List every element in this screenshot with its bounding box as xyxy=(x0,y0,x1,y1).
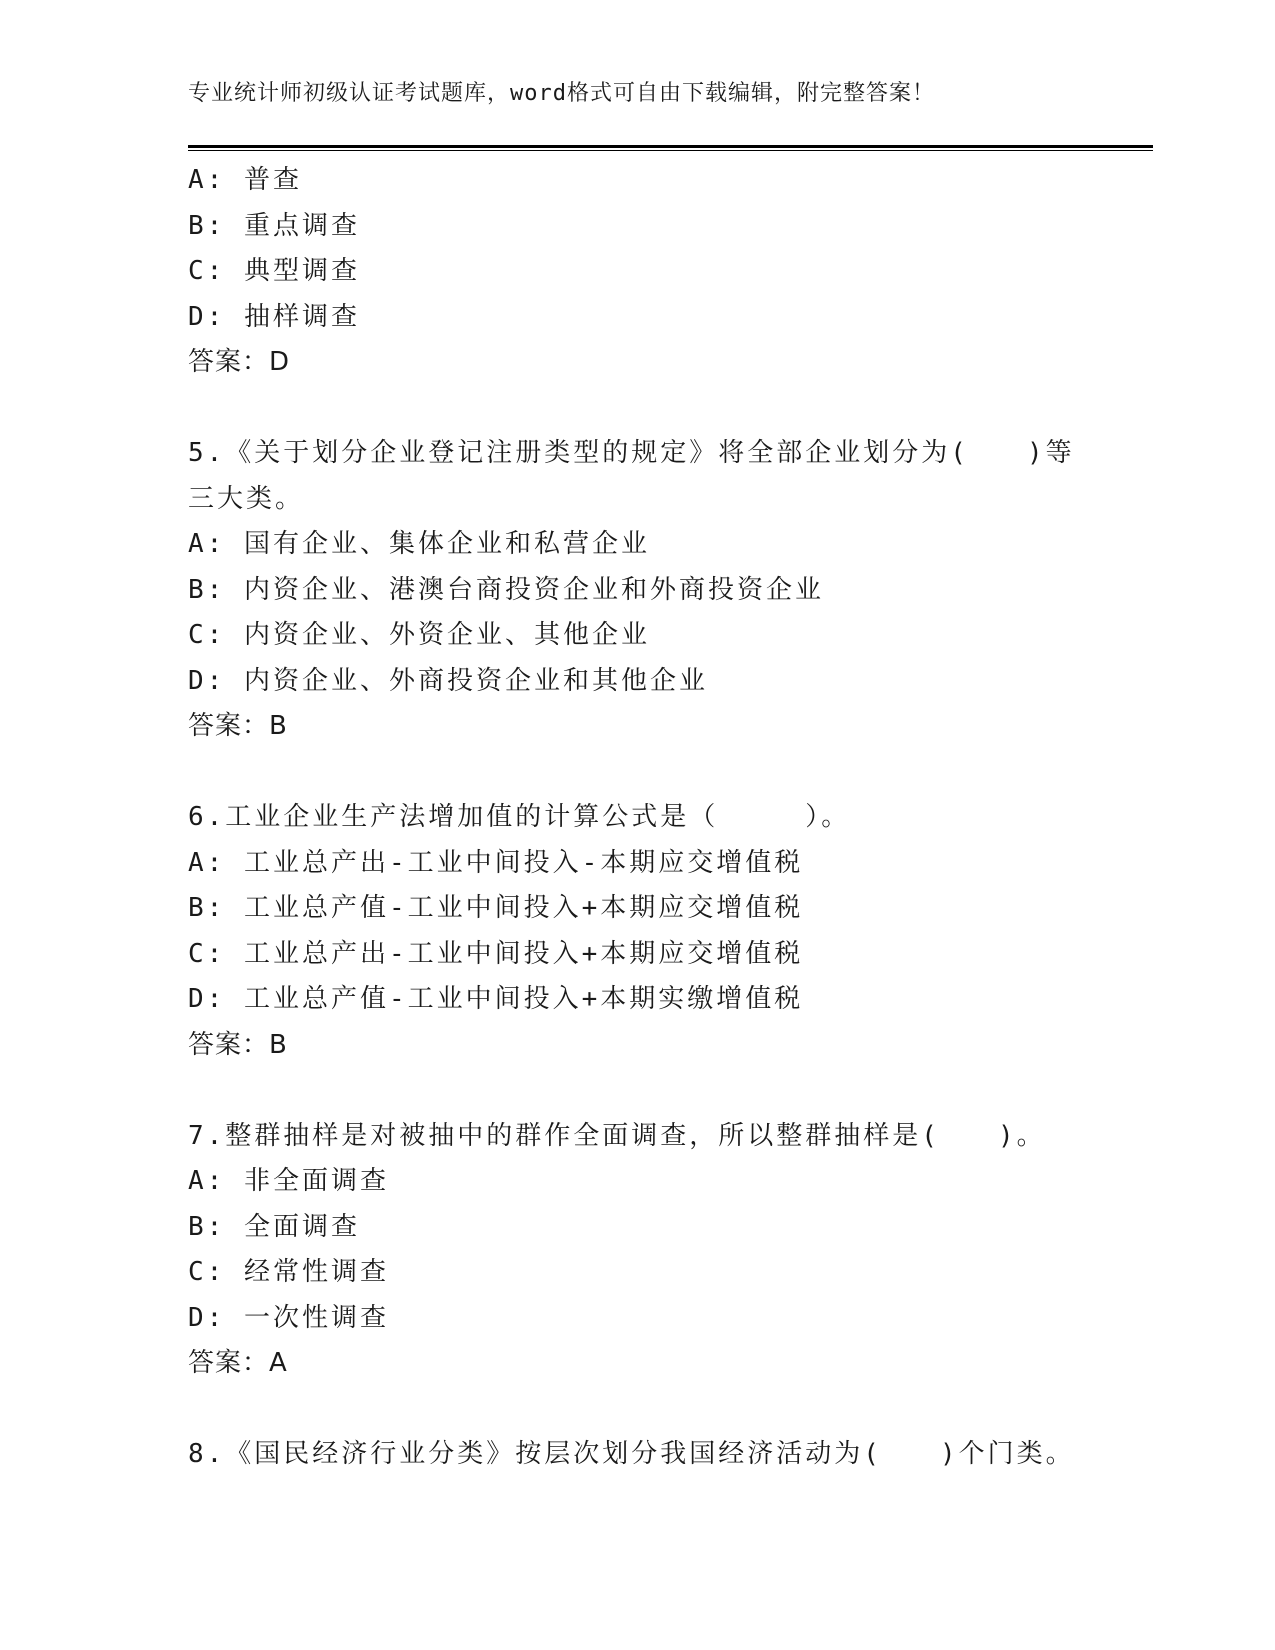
header-divider-thin xyxy=(188,150,1153,151)
answer-line: 答案：A xyxy=(188,1348,288,1378)
option-b: B: 工业总产值-工业中间投入+本期应交增值税 xyxy=(188,893,804,923)
option-d: D: 内资企业、外商投资企业和其他企业 xyxy=(188,665,708,696)
option-d: D: 一次性调查 xyxy=(188,1302,389,1333)
option-a: A: 非全面调查 xyxy=(188,1166,389,1196)
option-c: C: 工业总产出-工业中间投入+本期应交增值税 xyxy=(188,938,804,969)
spacer xyxy=(188,750,1108,796)
option-d: D: 抽样调查 xyxy=(188,301,360,332)
answer-line: 答案：D xyxy=(188,347,291,377)
answer-line: 答案：B xyxy=(188,1029,288,1060)
page-header-title: 专业统计师初级认证考试题库，word格式可自由下载编辑，附完整答案！ xyxy=(188,81,935,106)
header-divider-thick xyxy=(188,145,1153,148)
question-block-6 xyxy=(188,795,1108,1068)
question-list xyxy=(188,158,1108,1478)
question-block-5 xyxy=(188,431,1108,750)
option-b: B: 内资企业、港澳台商投资企业和外商投资企业 xyxy=(188,574,824,605)
question-stem: 6.工业企业生产法增加值的计算公式是（ ）。 xyxy=(188,802,851,832)
option-a: A: 普查 xyxy=(188,165,302,195)
question-stem: 5.《关于划分企业登记注册类型的规定》将全部企业划分为( )等 xyxy=(188,438,1075,468)
option-c: C: 内资企业、外资企业、其他企业 xyxy=(188,620,650,650)
question-block-8 xyxy=(188,1432,1108,1478)
question-stem: 7.整群抽样是对被抽中的群作全面调查，所以整群抽样是( )。 xyxy=(188,1120,1046,1151)
header-divider xyxy=(188,145,1153,152)
option-a: A: 工业总产出-工业中间投入-本期应交增值税 xyxy=(188,847,804,878)
option-c: C: 经常性调查 xyxy=(188,1257,389,1287)
spacer xyxy=(188,386,1108,432)
spacer xyxy=(188,1387,1108,1433)
spacer xyxy=(188,1068,1108,1114)
question-stem-continued: 三大类。 xyxy=(188,483,305,514)
option-a: A: 国有企业、集体企业和私营企业 xyxy=(188,529,650,559)
question-stem: 8.《国民经济行业分类》按层次划分我国经济活动为( )个门类。 xyxy=(188,1439,1075,1469)
option-b: B: 全面调查 xyxy=(188,1211,360,1242)
answer-line: 答案：B xyxy=(188,711,288,741)
option-c: C: 典型调查 xyxy=(188,256,360,286)
option-d: D: 工业总产值-工业中间投入+本期实缴增值税 xyxy=(188,984,804,1014)
question-block-4 xyxy=(188,158,1108,386)
option-b: B: 重点调查 xyxy=(188,210,360,241)
question-block-7 xyxy=(188,1114,1108,1387)
